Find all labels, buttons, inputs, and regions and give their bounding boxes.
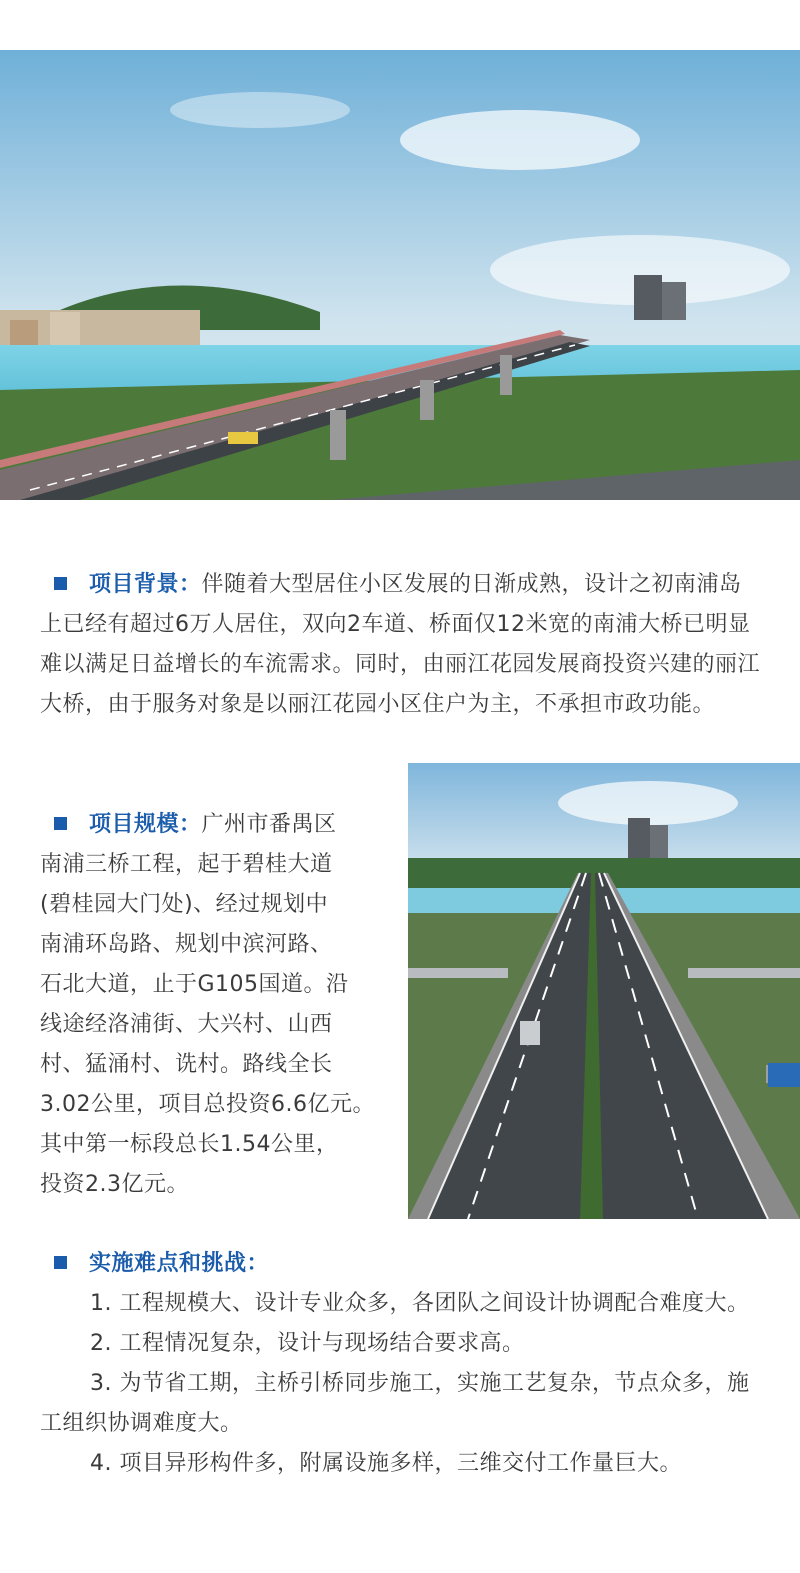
scale-line: 村、猛涌村、诜村。路线全长 — [40, 1052, 333, 1077]
scale-line: 石北大道，止于G105国道。沿 — [40, 972, 349, 997]
background-text: 伴随着大型居住小区发展的日渐成熟，设计之初南浦岛上已经有超过6万人居住，双向2车道、桥面仅12米宽的南浦大桥已明显难以满足日益增长的车流需求。同时，由丽江花园发展商投资兴建的丽江大桥，由于服务对象是以丽江花园小区住户为主，不承担市政功能。 — [40, 572, 761, 717]
challenge-item: 2. 工程情况复杂，设计与现场结合要求高。 — [90, 1331, 525, 1356]
background-label: 项目背景： — [89, 572, 202, 597]
challenges-label: 实施难点和挑战： — [89, 1251, 270, 1276]
scale-line: 南浦三桥工程，起于碧桂大道 — [40, 852, 333, 877]
challenges-section — [40, 1244, 760, 1484]
challenge-item: 1. 工程规模大、设计专业众多，各团队之间设计协调配合难度大。 — [90, 1291, 750, 1316]
scale-line: 线途经洛浦街、大兴村、山西 — [40, 1012, 333, 1037]
scale-line: 南浦环岛路、规划中滨河路、 — [40, 932, 333, 957]
scale-label: 项目规模： — [89, 812, 202, 837]
road-rendering-image — [408, 763, 800, 1219]
scale-section — [40, 805, 400, 1205]
scale-line: 3.02公里，项目总投资6.6亿元。 — [40, 1092, 375, 1117]
scale-line: 投资2.3亿元。 — [40, 1172, 189, 1197]
challenge-item: 3. 为节省工期，主桥引桥同步施工，实施工艺复杂，节点众多，施工组织协调难度大。 — [40, 1371, 750, 1436]
background-section — [40, 565, 760, 725]
scale-line: (碧桂园大门处)、经过规划中 — [40, 892, 329, 917]
scale-line: 其中第一标段总长1.54公里， — [40, 1132, 339, 1157]
hero-bridge-image — [0, 50, 800, 500]
challenge-item: 4. 项目异形构件多，附属设施多样，三维交付工作量巨大。 — [90, 1451, 682, 1476]
bullet-icon — [54, 817, 67, 830]
bullet-icon — [54, 1256, 67, 1269]
scale-line: 广州市番禺区 — [201, 812, 337, 837]
bullet-icon — [54, 577, 67, 590]
